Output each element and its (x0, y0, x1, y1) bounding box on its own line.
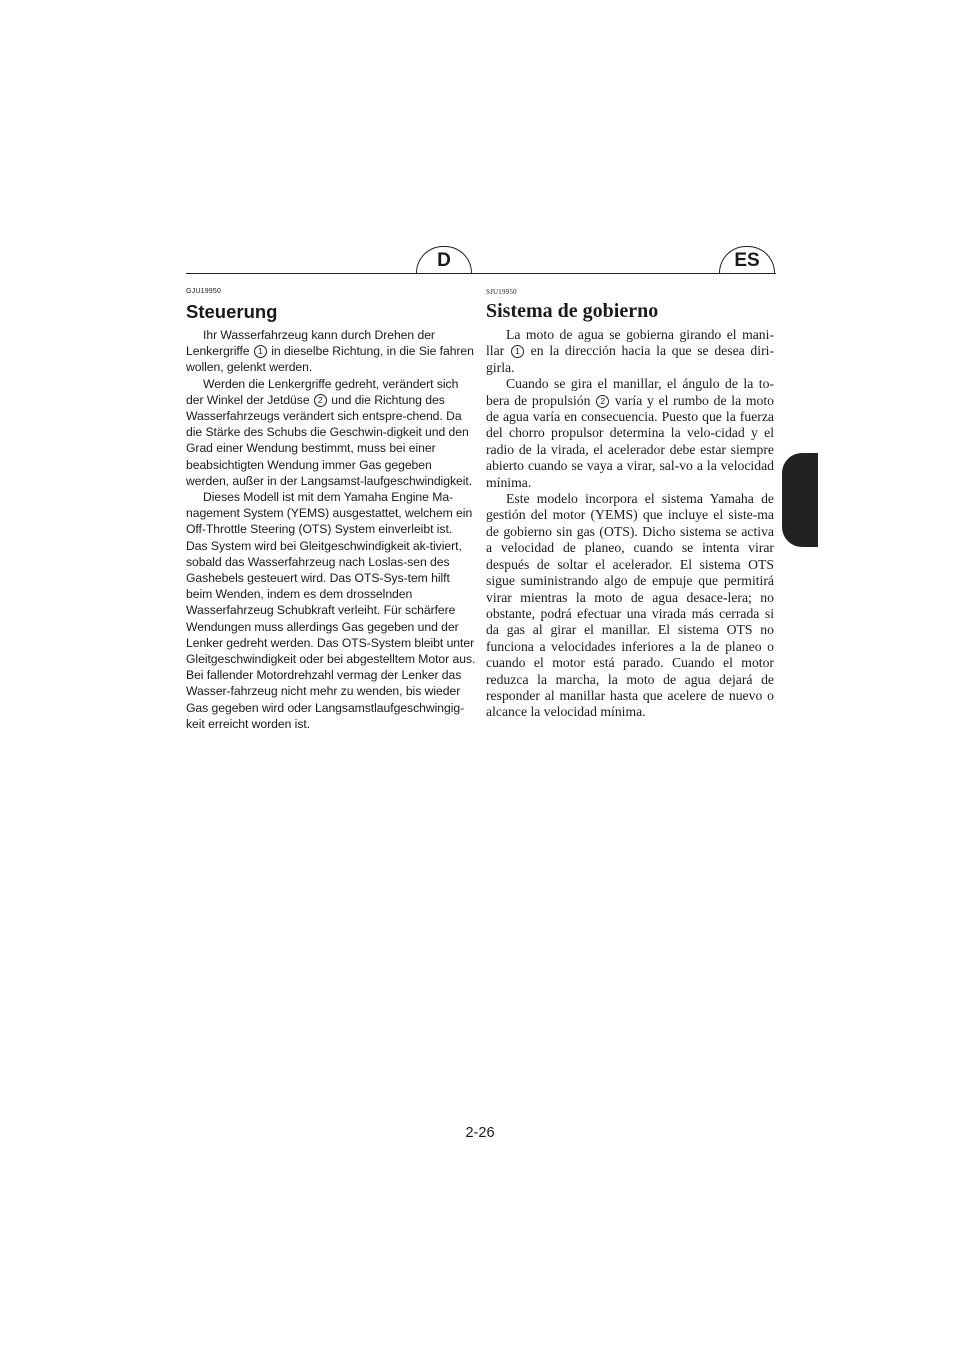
spanish-column (486, 288, 774, 721)
paragraph: Ihr Wasserfahrzeug kann durch Drehen der Lenkergriffe 1 in dieselbe Richtung, in die Sie fahren wollen, gelenkt werden. (186, 328, 474, 375)
section-title: Sistema de gobierno (486, 300, 659, 322)
paragraph: Cuando se gira el manillar, el ángulo de la to-bera de propulsión 2 varía y el rumbo de la moto de agua varía en consecuencia. Puesto que la fuerza del chorro propulsor determina la velo-cidad y el radio de la virada, el acelerador debe estar siempre abierto cuando se vaya a virar, sal-vo a la velocidad mínima. (486, 376, 775, 490)
section-code: GJU19950 (186, 288, 222, 295)
paragraph: Werden die Lenkergriffe gedreht, verändert sich der Winkel der Jetdüse 2 und die Richtung des Wasserfahrzeugs verändert sich entspre-chend. Da die Stärke des Schubs die Geschwin-digkeit und den Grad einer Wendung bestimmt, muss bei einer beabsichtigten Wendung immer Gas gegeben werden, außer in der Langsamst-laufgeschwindigkeit. (186, 376, 473, 488)
body-text (486, 327, 774, 721)
header-rule (186, 273, 776, 274)
german-column (186, 288, 476, 732)
paragraph: Este modelo incorpora el sistema Yamaha de gestión del motor (YEMS) que incluye el siste-ma de gobierno sin gas (OTS). Dicho sistema se activa a velocidad de planeo, cuando se intenta virar después de soltar el acelerador. El sistema OTS sigue suministrando algo de empuje que permitirá virar mientras la moto de agua desace-lera; no obstante, podrá efectuar una virada más cerrada si da gas al girar el manillar. El sistema OTS no funciona a velocidades inferiores a la de planeo o cuando el motor está parado. Cuando el motor reduzca la marcha, la moto de agua dejará de responder al manillar hasta que acelere de nuevo o alcance la velocidad mínima. (486, 491, 774, 720)
callout-number: 2 (314, 394, 327, 407)
section-thumb-tab (782, 453, 818, 547)
section-title: Steuerung (186, 301, 278, 322)
paragraph: Dieses Modell ist mit dem Yamaha Engine Ma-nagement System (YEMS) ausgestattet, welchem ein Off-Throttle Steering (OTS) System einverleibt ist. Das System wird bei Gleitgeschwindigkeit ak-tiviert, sobald das Wasserfahrzeug nach Loslas-sen des Gashebels gesteuert wird. Das OTS-Sys-tem hilft beim Wenden, indem es dem drosselnden Wasserfahrzeug Schubkraft verleiht. Für schärfere Wendungen muss allerdings Gas gegeben und der Lenker gedreht werden. Das OTS-System bleibt unter Gleitgeschwindigkeit oder bei abgestelltem Motor aus. Bei fallender Motordrehzahl vermag der Lenker das Wasser-fahrzeug nicht mehr zu wenden, bis wieder Gas gegeben wird oder Langsamstlaufgeschwingig-keit erreicht worden ist. (186, 490, 476, 731)
section-code: SJU19950 (486, 288, 517, 296)
language-tab-german: D (416, 246, 472, 273)
page-number: 2-26 (465, 1125, 495, 1141)
paragraph: La moto de agua se gobierna girando el mani-llar 1 en la dirección hacia la que se desea diri-girla. (486, 327, 775, 375)
callout-number: 1 (254, 345, 267, 358)
language-tab-spanish: ES (719, 246, 775, 273)
callout-number: 2 (596, 395, 609, 408)
callout-number: 1 (511, 345, 524, 358)
body-text (186, 327, 476, 732)
